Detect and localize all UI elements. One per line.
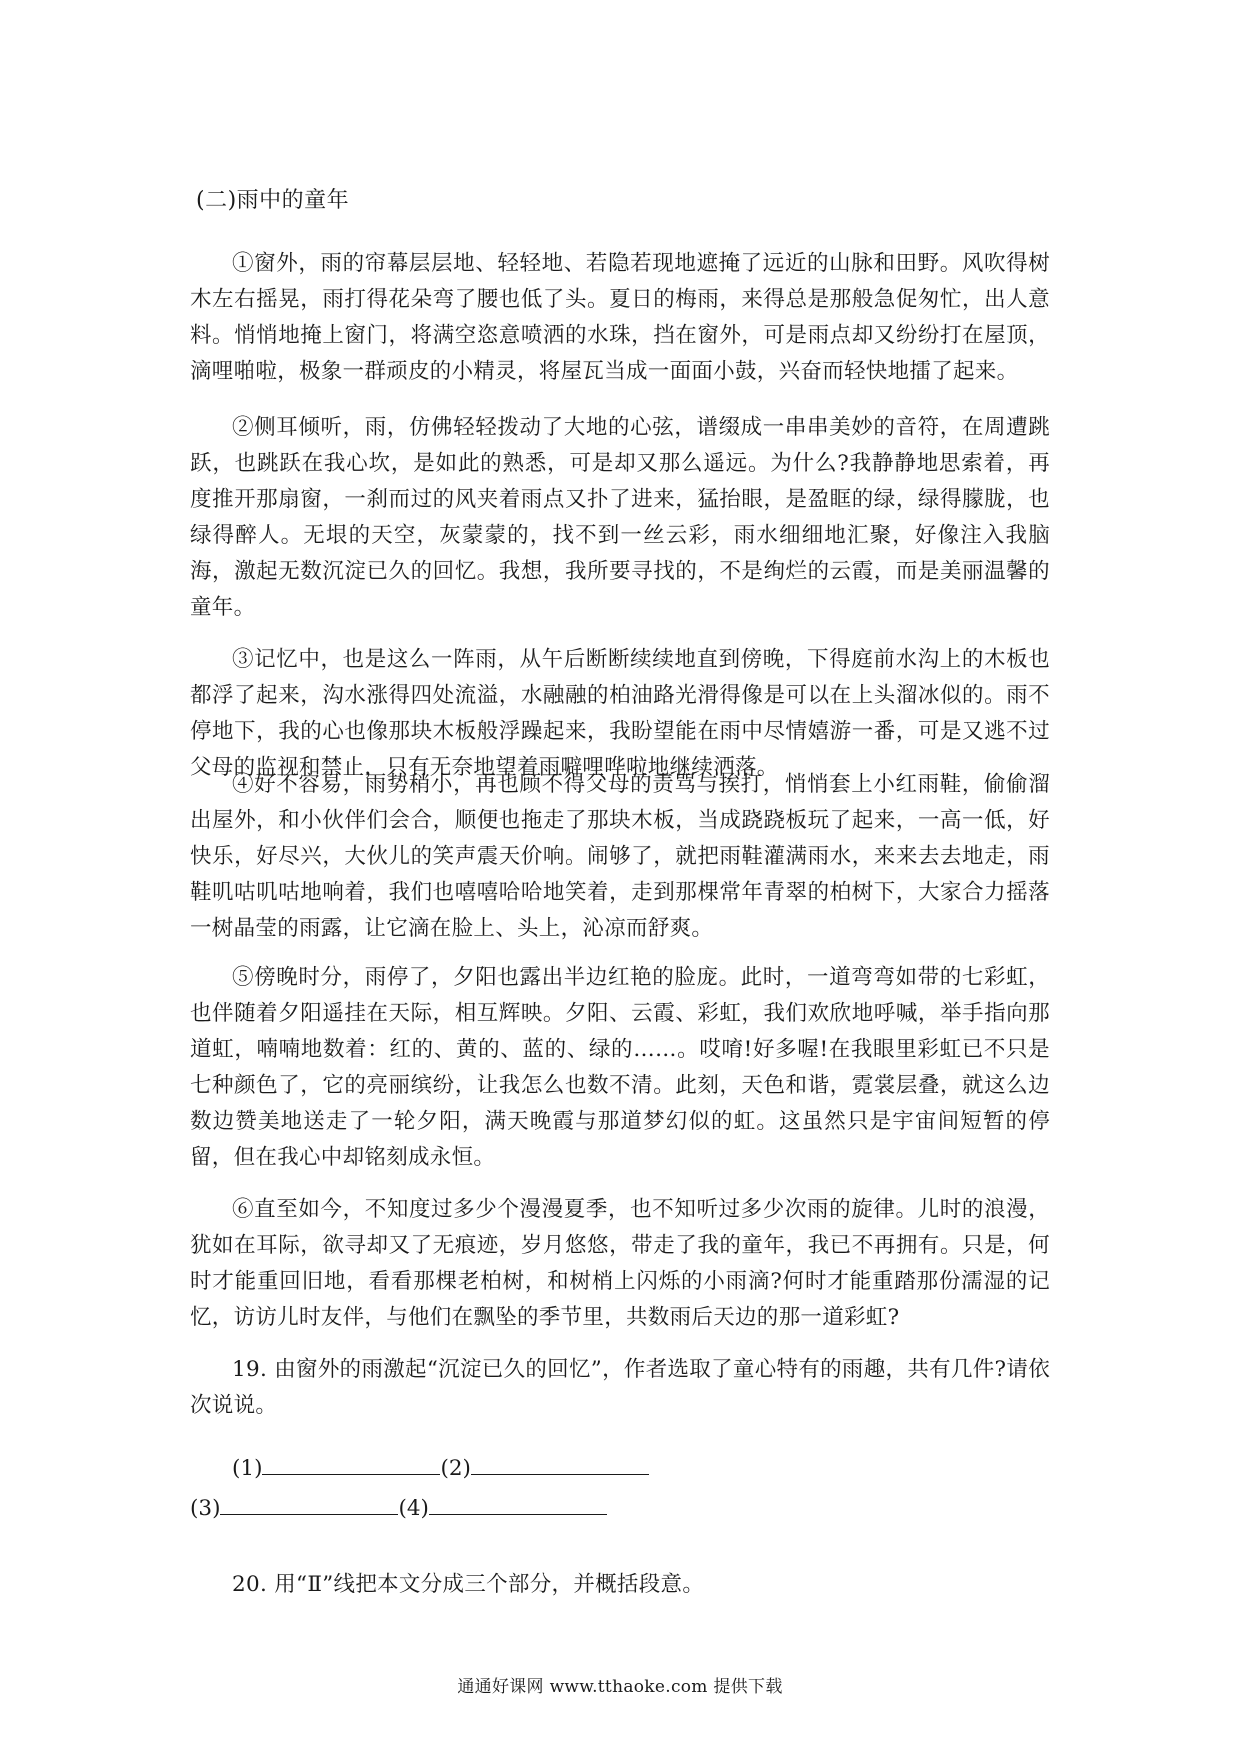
paragraph-1: ①窗外，雨的帘幕层层地、轻轻地、若隐若现地遮掩了远近的山脉和田野。风吹得树木左右摇晃，雨打得花朵弯了腰也低了头。夏日的梅雨，来得总是那般急促匆忙，出人意料。悄悄地掩上窗门，将满空恣意喷洒的水珠，挡在窗外，可是雨点却又纷纷打在屋顶，滴哩啪啦，极象一群顽皮的小精灵，将屋瓦当成一面面小鼓，兴奋而轻快地擂了起来。 [190, 251, 1050, 384]
answer-blank-1[interactable] [262, 1452, 440, 1475]
paragraph-5: ⑤傍晚时分，雨停了，夕阳也露出半边红艳的脸庞。此时，一道弯弯如带的七彩虹，也伴随着夕阳遥挂在天际，相互辉映。夕阳、云霞、彩虹，我们欢欣地呼喊，举手指向那道虹，喃喃地数着：红的、黄的、蓝的、绿的……。哎唷!好多喔!在我眼里彩虹已不只是七种颜色了，它的亮丽缤纷，让我怎么也数不清。此刻，天色和谐，霓裳层叠，就这么边数边赞美地送走了一轮夕阳，满天晚霞与那道梦幻似的虹。这虽然只是宇宙间短暂的停留，但在我心中却铭刻成永恒。 [190, 965, 1050, 1170]
blank-label-2: (2) [440, 1456, 471, 1481]
question-20: 20. 用“Ⅱ”线把本文分成三个部分，并概括段意。 [232, 1572, 705, 1597]
paragraph-3: ③记忆中，也是这么一阵雨，从午后断断续续地直到傍晚，下得庭前水沟上的木板也都浮了起来，沟水涨得四处流溢，水融融的柏油路光滑得像是可以在上头溜冰似的。雨不停地下，我的心也像那块木板般浮躁起来，我盼望能在雨中尽情嬉游一番，可是又逃不过父母的监视和禁止，只有无奈地望着雨噼哩哗啦地继续洒落。 [190, 647, 1050, 780]
paragraph-4: ④好不容易，雨势稍小，再也顾不得父母的责骂与挨打，悄悄套上小红雨鞋，偷偷溜出屋外，和小伙伴们会合，顺便也拖走了那块木板，当成跷跷板玩了起来，一高一低，好快乐，好尽兴，大伙儿的笑声震天价响。闹够了，就把雨鞋灌满雨水，来来去去地走，雨鞋叽咕叽咕地响着，我们也嘻嘻哈哈地笑着，走到那棵常年青翠的柏树下，大家合力摇落一树晶莹的雨露，让它滴在脸上、头上，沁凉而舒爽。 [190, 772, 1050, 941]
answer-line-3-4 [190, 1492, 607, 1524]
answer-blank-4[interactable] [429, 1492, 607, 1515]
blank-label-3: (3) [190, 1496, 221, 1521]
paragraph-2: ②侧耳倾听，雨，仿佛轻轻拨动了大地的心弦，谱缀成一串串美妙的音符，在周遭跳跃，也跳跃在我心坎，是如此的熟悉，可是却又那么遥远。为什么?我静静地思索着，再度推开那扇窗，一刹而过的风夹着雨点又扑了进来，猛抬眼，是盈眶的绿，绿得朦胧，也绿得醉人。无垠的天空，灰蒙蒙的，找不到一丝云彩，雨水细细地汇聚，好像注入我脑海，激起无数沉淀已久的回忆。我想，我所要寻找的，不是绚烂的云霞，而是美丽温馨的童年。 [190, 415, 1050, 620]
section-title: (二)雨中的童年 [196, 188, 350, 213]
answer-blank-2[interactable] [471, 1452, 649, 1475]
paragraph-6: ⑥直至如今，不知度过多少个漫漫夏季，也不知听过多少次雨的旋律。儿时的浪漫，犹如在耳际，欲寻却又了无痕迹，岁月悠悠，带走了我的童年，我已不再拥有。只是，何时才能重回旧地，看看那棵老柏树，和树梢上闪烁的小雨滴?何时才能重踏那份濡湿的记忆，访访儿时友伴，与他们在飘坠的季节里，共数雨后天边的那一道彩虹? [190, 1197, 1050, 1330]
blank-label-1: (1) [232, 1456, 263, 1481]
page-footer: 通通好课网 www.tthaoke.com 提供下载 [457, 1677, 783, 1697]
blank-label-4: (4) [398, 1496, 429, 1521]
answer-line-1-2 [232, 1452, 649, 1484]
answer-blank-3[interactable] [220, 1492, 398, 1515]
question-19: 19. 由窗外的雨激起“沉淀已久的回忆”，作者选取了童心特有的雨趣，共有几件?请依次说说。 [190, 1357, 1050, 1418]
